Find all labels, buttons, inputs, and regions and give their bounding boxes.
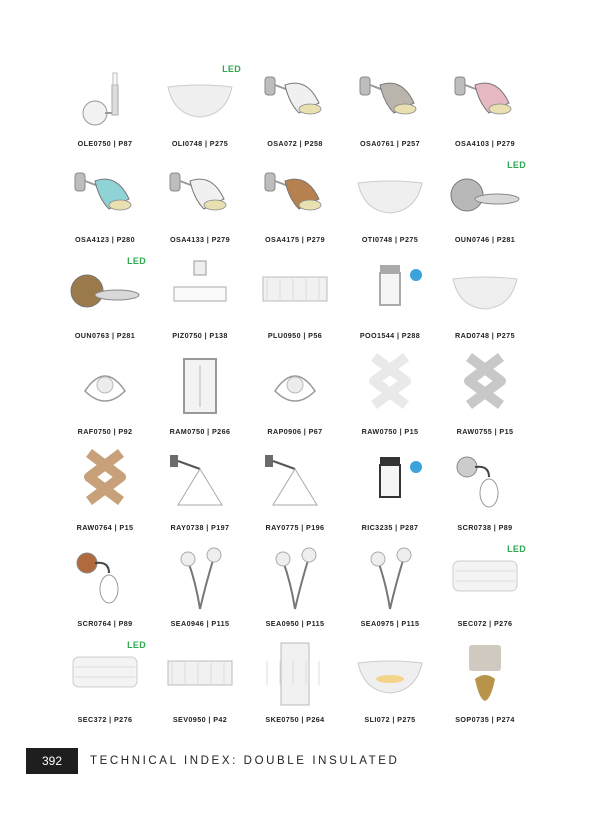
product-code: RAY0775 | P196 [265, 523, 325, 532]
product-code: SEV0950 | P42 [172, 715, 228, 724]
product-code: OSA4133 | P279 [170, 235, 230, 244]
uplighter-bowl-icon [343, 156, 437, 232]
bulb-wall-light-copper-icon [58, 540, 152, 616]
product-card[interactable] [248, 252, 342, 348]
twin-flower-wall-light-icon [153, 540, 247, 616]
led-badge: LED [507, 544, 526, 554]
product-card[interactable] [153, 444, 247, 540]
product-card[interactable] [438, 252, 532, 348]
product-row [58, 540, 538, 636]
product-code: OSA4175 | P279 [265, 235, 325, 244]
product-row [58, 60, 538, 156]
footer-title: TECHNICAL INDEX: DOUBLE INSULATED [90, 755, 400, 767]
bulb-wall-light-chrome-icon [438, 444, 532, 520]
product-code: RAW0750 | P15 [361, 427, 419, 436]
candle-wall-light-icon [58, 60, 152, 136]
twin-flower-bronze-wall-light-icon [343, 540, 437, 616]
twin-flower-chrome-wall-light-icon [248, 540, 342, 616]
product-card[interactable] [438, 444, 532, 540]
product-card[interactable] [438, 636, 532, 732]
led-badge: LED [127, 640, 146, 650]
product-card[interactable] [248, 348, 342, 444]
ribbon-wall-light-bronze-icon [58, 444, 152, 520]
product-card[interactable] [58, 348, 152, 444]
animal-head-shade-wall-light-icon [438, 636, 532, 712]
product-code: OLE0750 | P87 [77, 139, 133, 148]
product-card[interactable] [58, 540, 152, 636]
product-card[interactable] [248, 444, 342, 540]
product-code: SEA0950 | P115 [265, 619, 325, 628]
product-code: RAF0750 | P92 [77, 427, 133, 436]
product-code: SOP0735 | P274 [455, 715, 515, 724]
product-card[interactable] [438, 60, 532, 156]
product-code: SEC072 | P276 [457, 619, 513, 628]
product-row [58, 252, 538, 348]
product-code: SEA0975 | P115 [360, 619, 420, 628]
slim-bowl-wall-light-icon [343, 636, 437, 712]
ribbon-wall-light-white-icon [343, 348, 437, 424]
product-card[interactable] [438, 540, 532, 636]
product-card[interactable] [248, 540, 342, 636]
product-card[interactable] [343, 636, 437, 732]
product-card[interactable] [248, 636, 342, 732]
product-card[interactable] [58, 636, 152, 732]
product-card[interactable] [153, 252, 247, 348]
glass-cone-wall-light-icon [153, 444, 247, 520]
product-row [58, 444, 538, 540]
clip-spotlight-copper-icon [248, 156, 342, 232]
crystal-column-wall-light-icon [248, 636, 342, 712]
clip-spotlight-white-icon [153, 156, 247, 232]
product-code: RAM0750 | P266 [169, 427, 231, 436]
product-card[interactable] [58, 60, 152, 156]
product-code: OTI0748 | P275 [361, 235, 419, 244]
product-code: SCR0764 | P89 [77, 619, 133, 628]
glass-cone-brass-wall-light-icon [248, 444, 342, 520]
spotlight-satin-icon [343, 60, 437, 136]
product-code: RAW0755 | P15 [456, 427, 514, 436]
product-card[interactable] [153, 636, 247, 732]
product-code: OUN0746 | P281 [454, 235, 516, 244]
product-card[interactable] [343, 252, 437, 348]
spotlight-white-icon [248, 60, 342, 136]
led-badge: LED [127, 256, 146, 266]
chandelier-wall-light-icon [248, 348, 342, 424]
product-code: PLU0950 | P56 [267, 331, 323, 340]
led-badge: LED [222, 64, 241, 74]
clip-spotlight-blue-icon [58, 156, 152, 232]
product-card[interactable] [153, 540, 247, 636]
product-card[interactable] [438, 348, 532, 444]
product-card[interactable] [343, 540, 437, 636]
product-code: POO1544 | P288 [359, 331, 421, 340]
swing-arm-wall-light-icon [153, 252, 247, 328]
product-card[interactable] [343, 444, 437, 540]
product-card[interactable] [153, 60, 247, 156]
product-code: SCR0738 | P89 [457, 523, 513, 532]
product-card[interactable] [58, 252, 152, 348]
product-code: OSA072 | P258 [267, 139, 323, 148]
product-code: SEC372 | P276 [77, 715, 133, 724]
page-number: 392 [26, 748, 78, 774]
product-card[interactable] [153, 156, 247, 252]
product-code: RAY0738 | P197 [170, 523, 230, 532]
product-row [58, 636, 538, 732]
product-code: OUN0763 | P281 [74, 331, 136, 340]
clip-spotlight-pink-icon [438, 60, 532, 136]
footer [26, 748, 399, 774]
product-code: OSA0761 | P257 [360, 139, 420, 148]
product-card[interactable] [343, 348, 437, 444]
product-row [58, 156, 538, 252]
product-card[interactable] [248, 156, 342, 252]
product-code: SKE0750 | P264 [265, 715, 325, 724]
ribbon-wall-light-chrome-icon [438, 348, 532, 424]
led-badge: LED [507, 160, 526, 170]
swirl-glass-wall-light-icon [58, 348, 152, 424]
product-code: SLI072 | P275 [364, 715, 416, 724]
product-code: PIZ0750 | P138 [172, 331, 228, 340]
product-row [58, 348, 538, 444]
product-card[interactable] [248, 60, 342, 156]
product-code: RIC3235 | P287 [361, 523, 419, 532]
product-code: RAD0748 | P275 [455, 331, 515, 340]
product-code: OSA4103 | P279 [455, 139, 515, 148]
product-code: SEA0946 | P115 [170, 619, 230, 628]
product-code: RAP0906 | P67 [267, 427, 323, 436]
product-card[interactable] [58, 444, 152, 540]
product-code: RAW0764 | P15 [76, 523, 134, 532]
product-card[interactable] [343, 156, 437, 252]
product-code: OLI0748 | P275 [171, 139, 229, 148]
product-card[interactable] [58, 156, 152, 252]
crystal-flush-light-icon [248, 252, 342, 328]
crystal-bar-wall-light-icon [153, 636, 247, 712]
product-code: OSA4123 | P280 [75, 235, 135, 244]
box-glass-wall-light-icon [153, 348, 247, 424]
product-grid [58, 60, 538, 732]
outdoor-black-lantern-icon [343, 444, 437, 520]
product-card[interactable] [153, 348, 247, 444]
product-card[interactable] [343, 60, 437, 156]
product-card[interactable] [438, 156, 532, 252]
outdoor-lantern-icon [343, 252, 437, 328]
half-bowl-wall-light-icon [438, 252, 532, 328]
